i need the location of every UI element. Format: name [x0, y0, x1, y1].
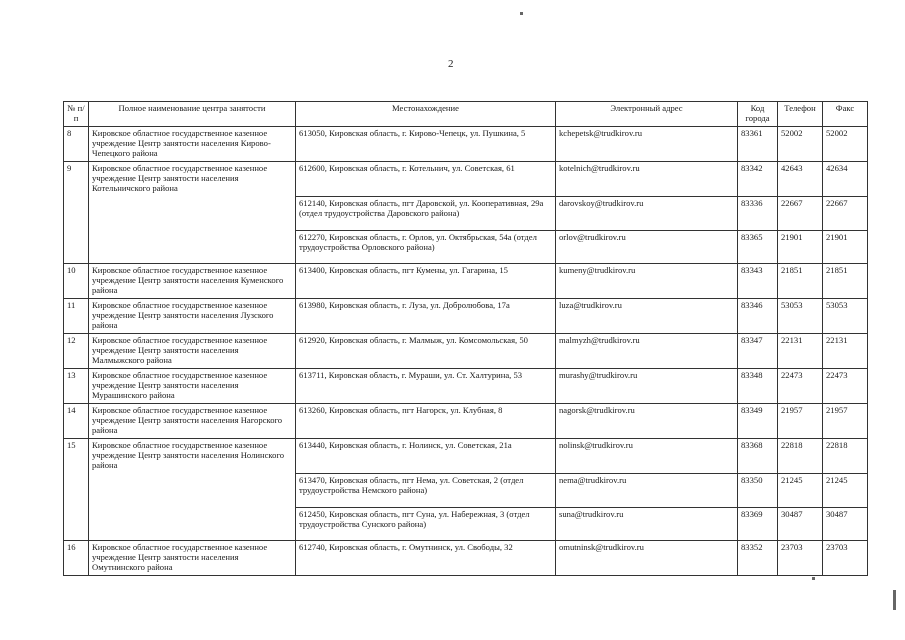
cell-code: 83348	[738, 369, 778, 404]
table-row	[64, 127, 868, 162]
cell-phone: 42643	[778, 162, 823, 197]
cell-fax: 21245	[823, 474, 868, 508]
cell-address: 613440, Кировская область, г. Нолинск, ул. Советская, 21а	[296, 439, 556, 474]
cell-num: 11	[64, 299, 89, 334]
cell-email: suna@trudkirov.ru	[556, 508, 738, 541]
cell-code: 83346	[738, 299, 778, 334]
cell-address: 612920, Кировская область, г. Малмыж, ул. Комсомольская, 50	[296, 334, 556, 369]
header-address: Местонахождение	[296, 102, 556, 127]
header-name: Полное наименование центра занятости	[89, 102, 296, 127]
cell-email: kotelnich@trudkirov.ru	[556, 162, 738, 197]
cell-code: 83368	[738, 439, 778, 474]
cell-num: 12	[64, 334, 89, 369]
cell-center-name: Кировское областное государственное казенное учреждение Центр занятости населения Мурашинского района	[89, 369, 296, 404]
cell-email: malmyzh@trudkirov.ru	[556, 334, 738, 369]
cell-address: 613050, Кировская область, г. Кирово-Чепецк, ул. Пушкина, 5	[296, 127, 556, 162]
cell-email: kumeny@trudkirov.ru	[556, 264, 738, 299]
cell-email: omutninsk@trudkirov.ru	[556, 541, 738, 576]
cell-address: 613260, Кировская область, пгт Нагорск, ул. Клубная, 8	[296, 404, 556, 439]
cell-fax: 21901	[823, 231, 868, 264]
cell-num: 8	[64, 127, 89, 162]
header-fax: Факс	[823, 102, 868, 127]
cell-phone: 21901	[778, 231, 823, 264]
page-number: 2	[448, 58, 454, 70]
header-email: Электронный адрес	[556, 102, 738, 127]
cell-fax: 22667	[823, 197, 868, 231]
cell-center-name: Кировское областное государственное казенное учреждение Центр занятости населения Котельничского района	[89, 162, 296, 264]
cell-num: 16	[64, 541, 89, 576]
cell-email: murashy@trudkirov.ru	[556, 369, 738, 404]
cell-code: 83369	[738, 508, 778, 541]
cell-num: 15	[64, 439, 89, 541]
cell-code: 83361	[738, 127, 778, 162]
cell-fax: 22473	[823, 369, 868, 404]
cell-center-name: Кировское областное государственное казенное учреждение Центр занятости населения Нагорского района	[89, 404, 296, 439]
cell-address: 612740, Кировская область, г. Омутнинск, ул. Свободы, 32	[296, 541, 556, 576]
cell-address: 613470, Кировская область, пгт Нема, ул. Советская, 2 (отдел трудоустройства Немского района)	[296, 474, 556, 508]
cell-email: nema@trudkirov.ru	[556, 474, 738, 508]
cell-fax: 53053	[823, 299, 868, 334]
cell-code: 83342	[738, 162, 778, 197]
cell-email: darovskoy@trudkirov.ru	[556, 197, 738, 231]
cell-phone: 53053	[778, 299, 823, 334]
cell-center-name: Кировское областное государственное казенное учреждение Центр занятости населения Куменского района	[89, 264, 296, 299]
cell-address: 613980, Кировская область, г. Луза, ул. Добролюбова, 17а	[296, 299, 556, 334]
scan-mark	[812, 577, 815, 580]
cell-phone: 22818	[778, 439, 823, 474]
table-body	[64, 127, 868, 576]
cell-code: 83352	[738, 541, 778, 576]
cell-email: luza@trudkirov.ru	[556, 299, 738, 334]
table-row	[64, 369, 868, 404]
cell-address: 612140, Кировская область, пгт Даровской, ул. Кооперативная, 29а (отдел трудоустройства Даровского района)	[296, 197, 556, 231]
cell-code: 83336	[738, 197, 778, 231]
table-row	[64, 439, 868, 474]
table-row	[64, 264, 868, 299]
header-code: Код города	[738, 102, 778, 127]
cell-address: 612450, Кировская область, пгт Суна, ул. Набережная, 3 (отдел трудоустройства Сунского района)	[296, 508, 556, 541]
employment-centers-table	[63, 101, 868, 576]
cell-phone: 52002	[778, 127, 823, 162]
table-row	[64, 334, 868, 369]
cell-phone: 30487	[778, 508, 823, 541]
cell-fax: 21851	[823, 264, 868, 299]
cell-code: 83350	[738, 474, 778, 508]
cell-center-name: Кировское областное государственное казенное учреждение Центр занятости населения Кирово-Чепецкого района	[89, 127, 296, 162]
cell-code: 83365	[738, 231, 778, 264]
cell-phone: 21957	[778, 404, 823, 439]
cell-num: 14	[64, 404, 89, 439]
cell-email: orlov@trudkirov.ru	[556, 231, 738, 264]
cell-fax: 52002	[823, 127, 868, 162]
cell-code: 83349	[738, 404, 778, 439]
cell-email: nolinsk@trudkirov.ru	[556, 439, 738, 474]
cell-fax: 21957	[823, 404, 868, 439]
cell-fax: 42634	[823, 162, 868, 197]
cell-phone: 22131	[778, 334, 823, 369]
cell-center-name: Кировское областное государственное казенное учреждение Центр занятости населения Омутнинского района	[89, 541, 296, 576]
scan-mark	[520, 12, 523, 15]
cell-num: 10	[64, 264, 89, 299]
cell-phone: 22473	[778, 369, 823, 404]
cell-code: 83343	[738, 264, 778, 299]
scan-mark	[893, 590, 896, 610]
cell-fax: 23703	[823, 541, 868, 576]
cell-fax: 22131	[823, 334, 868, 369]
cell-phone: 21851	[778, 264, 823, 299]
table-row	[64, 404, 868, 439]
cell-center-name: Кировское областное государственное казенное учреждение Центр занятости населения Лузского района	[89, 299, 296, 334]
table-row	[64, 162, 868, 197]
cell-email: nagorsk@trudkirov.ru	[556, 404, 738, 439]
cell-phone: 21245	[778, 474, 823, 508]
cell-address: 613711, Кировская область, г. Мураши, ул. Ст. Халтурина, 53	[296, 369, 556, 404]
cell-phone: 22667	[778, 197, 823, 231]
cell-center-name: Кировское областное государственное казенное учреждение Центр занятости населения Малмыжского района	[89, 334, 296, 369]
cell-code: 83347	[738, 334, 778, 369]
cell-address: 612270, Кировская область, г. Орлов, ул. Октябрьская, 54а (отдел трудоустройства Орловского района)	[296, 231, 556, 264]
table-row	[64, 299, 868, 334]
cell-email: kchepetsk@trudkirov.ru	[556, 127, 738, 162]
cell-fax: 30487	[823, 508, 868, 541]
cell-num: 13	[64, 369, 89, 404]
header-num: № п/п	[64, 102, 89, 127]
header-phone: Телефон	[778, 102, 823, 127]
table-header-row	[64, 102, 868, 127]
table-row	[64, 541, 868, 576]
cell-fax: 22818	[823, 439, 868, 474]
cell-address: 613400, Кировская область, пгт Кумены, ул. Гагарина, 15	[296, 264, 556, 299]
cell-num: 9	[64, 162, 89, 264]
cell-address: 612600, Кировская область, г. Котельнич, ул. Советская, 61	[296, 162, 556, 197]
cell-phone: 23703	[778, 541, 823, 576]
cell-center-name: Кировское областное государственное казенное учреждение Центр занятости населения Нолинского района	[89, 439, 296, 541]
